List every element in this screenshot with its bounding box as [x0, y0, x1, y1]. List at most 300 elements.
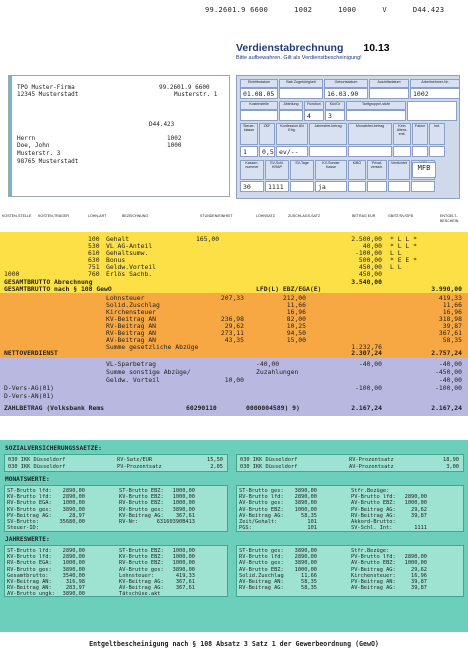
deduction-right: 58,35: [442, 336, 462, 344]
top-ref-0: 99.2601.9 6600: [205, 6, 269, 14]
earnings-section: [0, 232, 468, 293]
net-label: NETTOVERDIENST: [4, 349, 58, 357]
gross-total-label: GESAMTBRUTTO Abrechnung: [4, 278, 93, 286]
monat-value: 39,87: [411, 512, 427, 519]
top-ref-3: V: [382, 6, 387, 14]
sv-right-box: [236, 454, 464, 472]
monat-label: KV-Brutto EBZ:: [119, 494, 164, 501]
jahr-label: AV-Beitrag AG:: [351, 585, 396, 592]
monat-value: 28,97: [69, 512, 85, 519]
document-subtitle: Bitte aufbewahren. Gilt als Verdienstbescheinigung!: [236, 55, 362, 61]
recipient-city: 98765 Musterstadt: [17, 158, 79, 165]
deduction-right: 318,98: [438, 315, 462, 323]
form-label: Austrittsdatum: [369, 79, 409, 88]
payout-account: 0000004589) 9): [246, 404, 300, 412]
form-field: [290, 181, 314, 192]
net-amount: 2.307,24: [351, 349, 382, 357]
sv-right-type: RV-Prozentsatz: [349, 457, 394, 463]
monat-value: 3890,00: [294, 500, 317, 507]
sv-title: SOZIALVERSICHERUNGSSAETZE:: [5, 445, 102, 452]
monat-label: RV-Nr:: [119, 519, 139, 525]
amount: 2.500,00: [351, 235, 382, 243]
jahr-value: 1000,00: [404, 560, 427, 567]
jahr-label: KV-Brutto lfd:: [7, 554, 52, 561]
monat-value: 1000,00: [294, 506, 317, 513]
hours: 165,00: [196, 235, 220, 243]
form-field: [348, 181, 366, 192]
deduction-label: Kirchensteuer: [106, 308, 157, 316]
jahr-label: ST-Brutto ges:: [239, 548, 284, 554]
form-label: Tarifgruppe/-stufe: [346, 101, 406, 110]
jahr-value: 58,35: [301, 585, 317, 592]
deduction-wage: 236,98: [220, 315, 244, 323]
jahr-value: 29,62: [411, 566, 427, 573]
monat-label: PV-Brutto lfd:: [351, 494, 396, 501]
company-street: 12345 Musterstadt: [17, 91, 79, 98]
form-field: 30: [240, 181, 264, 192]
monat-value: 1000,00: [172, 494, 195, 501]
wage-type: 610: [88, 249, 100, 257]
monat-value: 3890,00: [62, 506, 85, 513]
wage-type: 630: [88, 256, 100, 264]
monat-label: Zeit/Gehalt:: [239, 519, 278, 525]
jahr-label: RV-Brutto lfd:: [239, 554, 284, 561]
form-label: Verdichtet: [388, 160, 410, 180]
jahr-value: 3890,00: [62, 591, 85, 598]
form-label: Konfession AN Ehg.: [276, 123, 308, 145]
jahr-label: RV-Brutto EBZ:: [119, 560, 164, 567]
column-header: BEZEICHNUNG: [122, 214, 149, 218]
monat-label: RV-Brutto ges:: [119, 506, 164, 513]
jahr-label: PV-Beitrag AN:: [351, 579, 396, 585]
flags: * E E *: [390, 256, 417, 264]
form-field: [240, 110, 278, 121]
jahr-label: RV-Beitrag AG:: [239, 585, 284, 592]
address-accent-bar: [9, 76, 12, 196]
wage-description: Erlös Sachb.: [106, 270, 153, 278]
sv-right-fund: 030 IKK Düsseldorf: [240, 457, 298, 463]
jahr-left-box: [4, 545, 228, 597]
jahr-value: 283,97: [65, 585, 85, 592]
footer-note: Entgeltbescheinigung nach § 108 Absatz 3 Satz 1 der Gewerbeordnung (GewO): [89, 640, 379, 648]
amount: 500,00: [358, 256, 382, 264]
sv-left-fund: 030 IKK Düsseldorf: [8, 457, 66, 463]
address-code: D44.423: [149, 121, 175, 128]
other-label: Summe sonstige Abzüge/: [106, 368, 191, 376]
employee-data-form: [236, 75, 460, 199]
form-field: [279, 88, 323, 99]
form-label: Faktor: [412, 123, 428, 145]
jahr-value: 3890,00: [294, 548, 317, 554]
jahr-value: 2890,00: [62, 554, 85, 561]
deduction-label: Solid.Zuschlag: [106, 301, 160, 309]
monat-value: 2890,00: [62, 488, 85, 494]
jahr-value: 316,98: [65, 579, 85, 585]
wage-type: 751: [88, 263, 100, 271]
amount: 450,00: [358, 270, 382, 278]
monat-value: 2890,00: [294, 494, 317, 501]
form-field: [393, 146, 411, 157]
sv-left-value: 15,50: [207, 457, 223, 463]
form-label: SV-Tage: [290, 160, 314, 180]
form-field: 0,5: [259, 146, 275, 157]
jahr-label: AV-Brutto ungk:: [7, 591, 55, 598]
cost-center: 1000: [4, 270, 20, 278]
personnel-number: 1002: [167, 135, 182, 142]
deduction-wage: 207,33: [220, 294, 244, 302]
form-field: [369, 88, 409, 99]
jahr-value: 367,61: [175, 579, 195, 585]
voucher-label: D-Vers-AN(01): [4, 392, 55, 400]
form-label: Eintrittsdatum: [240, 79, 278, 88]
monat-value: 1000,00: [62, 500, 85, 507]
monat-title: MONATSWERTE:: [5, 476, 50, 483]
amount: -100,00: [355, 249, 382, 257]
monat-value: 63160390B413: [156, 519, 195, 525]
monat-value: 58,35: [301, 512, 317, 519]
jahr-label: Tätschüse.akt: [119, 591, 161, 598]
form-label: Monatsfrei-betrag: [348, 123, 392, 145]
wage-description: Bonus: [106, 256, 126, 264]
form-label: Jahresfrei-betrag: [309, 123, 347, 145]
monat-label: AV-Brutto EBZ:: [351, 500, 396, 507]
jahr-label: PV-Beitrag AG:: [351, 566, 396, 573]
jahr-label: AV-Beitrag AN:: [239, 579, 284, 585]
wage-description: Geldw.Vorteil: [106, 263, 157, 271]
top-ref-1: 1002: [294, 6, 313, 14]
form-field: ja: [315, 181, 347, 192]
monat-label: KV-Beitrag AG:: [119, 512, 164, 519]
recipient-name: Doe, John: [17, 142, 50, 149]
sv-left-type: PV-Prozentsatz: [117, 464, 162, 470]
monat-label: Stfr.Bezüge:: [351, 488, 390, 494]
jahr-label: AV-Brutto ges:: [239, 560, 284, 567]
address-ref1: 99.2601.9 6600: [159, 84, 210, 91]
monat-label: SV-Brutto:: [7, 519, 39, 525]
form-field: [411, 181, 435, 192]
form-field: [412, 146, 428, 157]
monat-value: 1111: [414, 525, 427, 532]
form-field: 16.03.90: [324, 88, 368, 99]
form-label: Bab Zugehörigkeit: [279, 79, 323, 88]
monat-label: SV-Schl. Int:: [351, 525, 393, 532]
deduction-surcharge: 94,50: [286, 329, 306, 337]
jahr-value: 419,33: [175, 572, 195, 579]
jahr-label: AV-Beitrag AG:: [119, 585, 164, 592]
deduction-surcharge: 11,66: [286, 301, 306, 309]
monat-value: 29,62: [411, 506, 427, 513]
flags: L L: [390, 249, 402, 257]
deduction-right: 419,33: [438, 294, 462, 302]
deduction-surcharge: 16,96: [286, 308, 306, 316]
monat-label: AV-Brutto EBZ:: [239, 506, 284, 513]
monat-label: PV-Beitrag AG:: [7, 512, 52, 519]
flags: * L L *: [390, 235, 417, 243]
jahr-label: Lohnsteuer:: [119, 572, 155, 579]
form-field: 1002: [410, 88, 460, 99]
wage-description: Gehalt: [106, 235, 130, 243]
monat-value: 367,61: [175, 512, 195, 519]
jahr-value: 1000,00: [172, 548, 195, 554]
company-name: TPO Muster-Firma: [17, 84, 75, 91]
deduction-wage: 273,11: [220, 329, 244, 337]
form-field: [348, 146, 392, 157]
column-header: KOSTEN-STELLE: [2, 214, 32, 218]
deductions-section: [0, 293, 468, 358]
sv-right-fund: 030 IKK Düsseldorf: [240, 464, 298, 470]
form-field: 4: [304, 110, 324, 121]
monat-value: 3890,00: [294, 488, 317, 494]
jahr-label: Gesamtbrutto:: [7, 572, 49, 579]
deduction-surcharge: 10,25: [286, 322, 306, 330]
sv-right-value: 18,90: [443, 457, 459, 463]
form-field-wide: [407, 101, 457, 121]
monat-label: AV-Brutto ges:: [239, 500, 284, 507]
monat-label: ST-Brutto ges:: [239, 488, 284, 494]
monat-value: 101: [307, 519, 317, 525]
department-number: 1000: [167, 142, 182, 149]
monat-label: RV-Brutto EBZ:: [119, 500, 164, 507]
jahr-label: RV-Brutto ges:: [7, 566, 52, 573]
jahr-value: 3890,00: [62, 566, 85, 573]
amount: 450,00: [358, 263, 382, 271]
jahr-label: RV-Brutto EGA:: [7, 560, 52, 567]
form-field: 1111: [265, 181, 289, 192]
sv-left-value: 2,05: [210, 464, 223, 470]
jahr-label: KV-Brutto EBZ:: [119, 554, 164, 561]
sv-right-type: AV-Prozentsatz: [349, 464, 394, 470]
jahr-label: KV-Beitrag AG:: [119, 579, 164, 585]
other-surcharge: -40,00: [256, 360, 280, 368]
column-header: LOHN-ART: [88, 214, 107, 218]
monat-label: ST-Brutto EBZ:: [119, 488, 164, 494]
form-label: Kostenstelle: [240, 101, 278, 110]
form-label: Kassen-nummer: [240, 160, 264, 180]
deduction-label: RV-Beitrag AN: [106, 329, 157, 337]
form-field: [309, 146, 347, 157]
jahr-value: 1000,00: [62, 560, 85, 567]
jahr-label: RV-Beitrag AN:: [7, 585, 52, 592]
jahr-label: AV-Brutto EBZ:: [239, 566, 284, 573]
gross-total-value: 3.540,00: [351, 278, 382, 286]
other-right: -40,00: [438, 360, 462, 368]
jahr-right-box: [236, 545, 464, 597]
amount: 40,00: [362, 242, 382, 250]
mfb-box: MFB: [412, 162, 436, 178]
jahr-title: JAHRESWERTE:: [5, 536, 50, 543]
column-header: LOHNSATZ: [256, 214, 275, 218]
jahr-label: ST-Brutto EBZ:: [119, 548, 164, 554]
deduction-right: 367,61: [438, 329, 462, 337]
gross-gewo-value: 3.990,00: [431, 285, 462, 293]
jahr-value: 1000,00: [294, 566, 317, 573]
jahr-label: Stfr.Bezüge:: [351, 548, 390, 554]
document-title: [236, 42, 390, 54]
form-field: ev/--: [276, 146, 308, 157]
column-header: ENTGELT-BESCHEIN.: [440, 214, 460, 223]
jahr-value: 2890,00: [62, 548, 85, 554]
deduction-surcharge: 15,00: [286, 336, 306, 344]
voucher-label: D-Vers-AG(01): [4, 384, 55, 392]
monat-label: AV-Beitrag AG:: [239, 512, 284, 519]
jahr-value: 39,87: [411, 585, 427, 592]
sv-left-type: RV-Satz/EUR: [117, 457, 153, 463]
monat-label: PV-Beitrag AG:: [351, 506, 396, 513]
deduction-right: 39,87: [442, 322, 462, 330]
other-wage: 10,00: [224, 376, 244, 384]
monat-value: 1000,00: [172, 488, 195, 494]
form-label: Arbeitnehmer-Nr.: [410, 79, 460, 88]
jahr-value: 58,35: [301, 579, 317, 585]
other-right: -450,00: [435, 368, 462, 376]
form-label: Kein Altera-entl.: [393, 123, 411, 145]
form-label: Abteilung: [279, 101, 303, 110]
column-header: ZUSCHLAGS-SATZ: [288, 214, 321, 218]
jahr-value: 1000,00: [172, 560, 195, 567]
monat-label: RV-Brutto EGA:: [7, 500, 52, 507]
form-field: [429, 146, 445, 157]
jahr-value: 2890,00: [404, 554, 427, 561]
jahr-value: 367,61: [175, 585, 195, 592]
monat-value: 2890,00: [404, 494, 427, 501]
column-headers: [0, 212, 468, 228]
monat-label: RV-Beitrag AG:: [351, 512, 396, 519]
monat-label: KV-Brutto ges:: [7, 506, 52, 513]
form-label: ZKF: [259, 123, 275, 145]
form-label: KV-Sonder Kasse: [315, 160, 347, 180]
jahr-value: 3890,00: [294, 560, 317, 567]
form-label: Privat-versich.: [367, 160, 387, 180]
address-window: [8, 75, 230, 197]
form-label: Kür/Gr: [325, 101, 345, 110]
monat-label: Akkord-Brutto:: [351, 519, 396, 525]
wage-type: 530: [88, 242, 100, 250]
recipient-street: Musterstr. 3: [17, 150, 61, 157]
column-header: GB/ST/SV/GFB: [388, 214, 413, 218]
deduction-right: 11,66: [442, 301, 462, 309]
document-number: 10.13: [363, 42, 390, 54]
form-label: Funktion: [304, 101, 324, 110]
monat-value: 1000,00: [404, 500, 427, 507]
other-label: Geldw. Vorteil: [106, 376, 160, 384]
monat-value: 35680,00: [59, 519, 85, 525]
top-reference-line: [205, 6, 468, 14]
form-label: KiBG: [348, 160, 366, 180]
deduction-right: 16,96: [442, 308, 462, 316]
flags: * L L *: [390, 242, 417, 250]
form-label: SV-Schl. KRAP: [265, 160, 289, 180]
jahr-label: Solid.Zuschlag: [239, 572, 284, 579]
wage-type: 760: [88, 270, 100, 278]
column-header: KOSTEN-TRÄGER: [38, 214, 69, 218]
deduction-label: Lohnsteuer: [106, 294, 145, 302]
gross-gewo-label: GESAMTBRUTTO nach § 108 GewO: [4, 285, 112, 293]
social-insurance-section: [0, 440, 468, 632]
jahr-value: 1000,00: [172, 554, 195, 561]
monat-value: 1000,00: [172, 500, 195, 507]
wage-type: 100: [88, 235, 100, 243]
gross-gewo-cols: LFD(L) EBZ/EGA(E): [256, 285, 322, 293]
form-field: 1: [240, 146, 258, 157]
deduction-wage: 43,35: [224, 336, 244, 344]
salutation: Herrn: [17, 135, 36, 142]
jahr-value: 3540,00: [62, 572, 85, 579]
form-field: [367, 181, 387, 192]
form-field: [388, 181, 410, 192]
deduction-label: KV-Beitrag AN: [106, 315, 157, 323]
top-ref-2: 1000: [338, 6, 357, 14]
deduction-wage: 29,62: [224, 322, 244, 330]
monat-value: 2890,00: [62, 494, 85, 501]
monat-label: PGS:: [239, 525, 252, 532]
jahr-label: AV-Brutto EBZ:: [351, 560, 396, 567]
monat-label: KV-Brutto lfd:: [7, 494, 52, 501]
column-header: BETRAG EUR: [352, 214, 376, 218]
form-label: Steuer-klasse: [240, 123, 258, 145]
payout-right: 2.167,24: [431, 404, 462, 412]
other-right: -100,00: [435, 384, 462, 392]
jahr-label: AV-Brutto ges:: [119, 566, 164, 573]
form-field: 3: [325, 110, 345, 121]
form-field: [346, 110, 406, 121]
address-ref2: Musterstr. 1: [174, 91, 218, 98]
jahr-value: 2890,00: [294, 554, 317, 561]
deduction-surcharge: 212,00: [282, 294, 306, 302]
deduction-label: Summe gesetzliche Abzüge: [106, 343, 199, 351]
column-header: STUNDEN/EINHEIT: [200, 214, 233, 218]
flags: L L: [390, 263, 402, 271]
top-ref-4: D44.423: [412, 6, 445, 14]
monat-right-box: [236, 485, 464, 532]
net-right: 2.757,24: [431, 349, 462, 357]
other-label: VL-Sparbetrag: [106, 360, 157, 368]
payout-label: ZAHLBETRAG (Volksbank Rems: [4, 404, 105, 412]
form-field: 01.08.05: [240, 88, 278, 99]
form-field: [279, 110, 303, 121]
monat-value: 101: [307, 525, 317, 532]
monat-left-box: [4, 485, 228, 532]
deduction-label: RV-Beitrag AN: [106, 322, 157, 330]
jahr-value: 11,66: [301, 572, 317, 579]
other-amount: -40,00: [358, 360, 382, 368]
payout-amount: 2.167,24: [351, 404, 382, 412]
other-amount: -100,00: [355, 384, 382, 392]
title-text: Verdienstabrechnung: [236, 42, 344, 54]
sv-right-value: 3,00: [446, 464, 459, 470]
jahr-value: 3890,00: [172, 566, 195, 573]
monat-value: 3890,00: [172, 506, 195, 513]
monat-label: RV-Brutto lfd:: [239, 494, 284, 501]
deduction-amount: 1.232,76: [351, 343, 382, 351]
sv-left-box: [4, 454, 228, 472]
wage-description: Gehaltsumw.: [106, 249, 149, 257]
jahr-label: PV-Brutto lfd:: [351, 554, 396, 561]
jahr-label: Kirchensteuer:: [351, 572, 396, 579]
jahr-value: 16,96: [411, 572, 427, 579]
wage-description: VL AG-Anteil: [106, 242, 153, 250]
deduction-surcharge: 82,00: [286, 315, 306, 323]
jahr-label: KV-Beitrag AN:: [7, 579, 52, 585]
deduction-label: AV-Beitrag AN: [106, 336, 157, 344]
form-label: Geburtsdatum: [324, 79, 368, 88]
other-surcharge: Zuzahlungen: [256, 368, 299, 376]
form-label: Ind.: [429, 123, 445, 145]
jahr-value: 39,87: [411, 579, 427, 585]
other-right: -40,00: [438, 376, 462, 384]
jahr-label: ST-Brutto lfd:: [7, 548, 52, 554]
other-deductions-section: [0, 358, 468, 416]
payout-bank-code: 60290110: [186, 404, 217, 412]
